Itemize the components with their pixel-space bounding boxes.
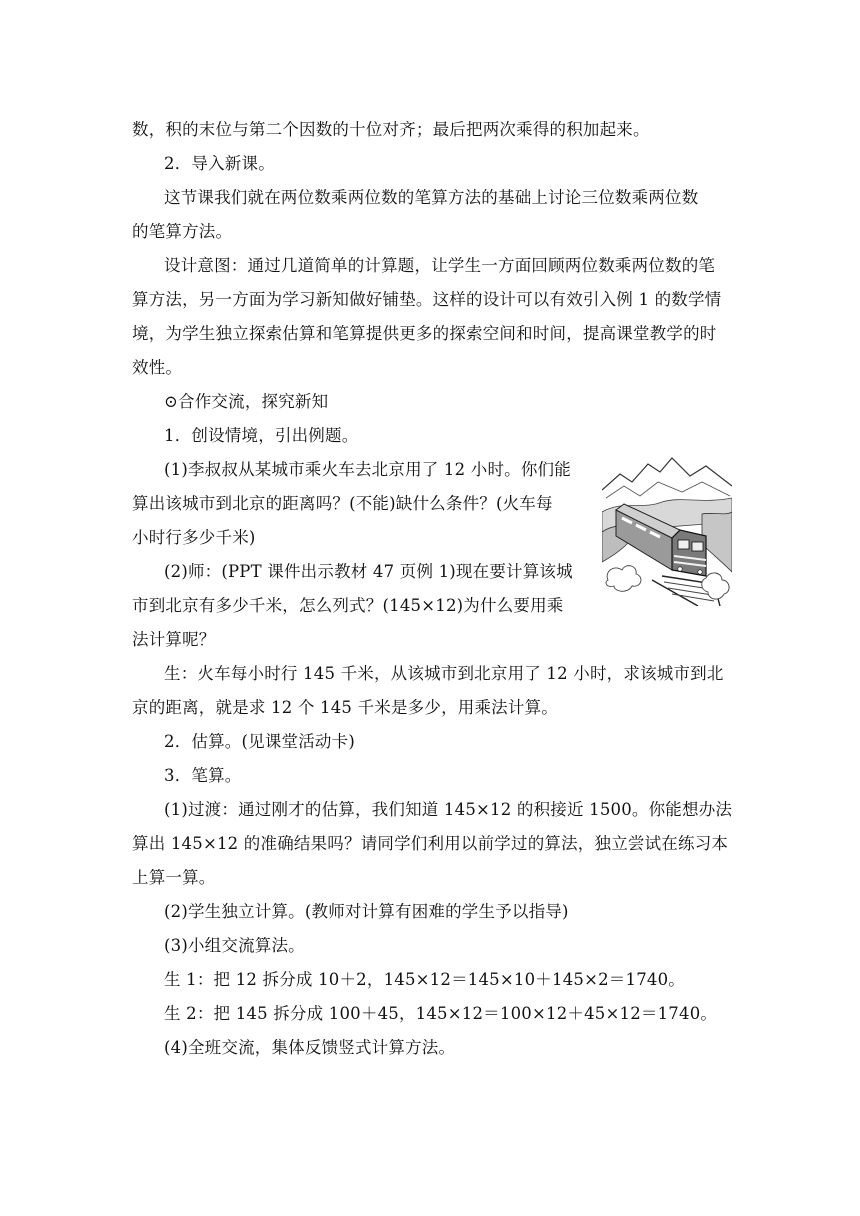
paragraph-line: (4)全班交流，集体反馈竖式计算方法。 <box>164 1038 456 1057</box>
train-illustration <box>602 452 732 606</box>
section-heading: 3．笔算。 <box>164 766 242 785</box>
question-line: 小时行多少千米) <box>132 528 256 547</box>
design-intent-line: 境，为学生独立探索估算和笔算提供更多的探索空间和时间，提高课堂教学的时 <box>132 324 717 343</box>
paragraph-line: 算出 145×12 的准确结果吗？请同学们利用以前学过的算法，独立尝试在练习本 <box>132 834 729 853</box>
design-intent-line: 设计意图：通过几道简单的计算题，让学生一方面回顾两位数乘两位数的笔 <box>164 256 716 275</box>
question-line: 算出该城市到北京的距离吗？(不能)缺什么条件？(火车每 <box>132 494 553 513</box>
design-intent-line: 效性。 <box>132 358 183 377</box>
section-heading: 1．创设情境，引出例题。 <box>164 426 359 445</box>
paragraph-line: (3)小组交流算法。 <box>164 936 305 955</box>
answer-line: 京的距离，就是求 12 个 145 千米是多少，用乘法计算。 <box>132 698 558 717</box>
section-heading: 2．导入新课。 <box>164 154 275 173</box>
paragraph-line: 上算一算。 <box>132 868 216 887</box>
paragraph-line: (1)过渡：通过刚才的估算，我们知道 145×12 的积接近 1500。你能想办法 <box>164 800 733 819</box>
method-line: 生 2：把 145 拆分成 100＋45，145×12＝100×12＋45×12＝1740。 <box>164 1004 718 1023</box>
question-line: 市到北京有多少千米，怎么列式？(145×12)为什么要用乘 <box>132 596 564 615</box>
question-line: (1)李叔叔从某城市乘火车去北京用了 12 小时。你们能 <box>164 460 571 479</box>
method-line: 生 1：把 12 拆分成 10＋2，145×12＝145×10＋145×2＝1740。 <box>164 970 686 989</box>
question-line: 法计算呢？ <box>132 630 216 649</box>
answer-line: 生：火车每小时行 145 千米，从该城市到北京用了 12 小时，求该城市到北 <box>164 664 724 683</box>
section-heading: 2．估算。(见课堂活动卡) <box>164 732 355 751</box>
design-intent-line: 算方法，另一方面为学习新知做好铺垫。这样的设计可以有效引入例 1 的数学情 <box>132 290 722 309</box>
paragraph-line: 这节课我们就在两位数乘两位数的笔算方法的基础上讨论三位数乘两位数 <box>164 188 699 207</box>
paragraph-line: (2)学生独立计算。(教师对计算有困难的学生予以指导) <box>164 902 569 921</box>
question-line: (2)师：(PPT 课件出示教材 47 页例 1)现在要计算该城 <box>164 562 573 581</box>
section-heading: ⊙合作交流，探究新知 <box>164 392 329 411</box>
paragraph-line: 数，积的末位与第二个因数的十位对齐；最后把两次乘得的积加起来。 <box>132 120 650 139</box>
paragraph-line: 的笔算方法。 <box>132 222 233 241</box>
